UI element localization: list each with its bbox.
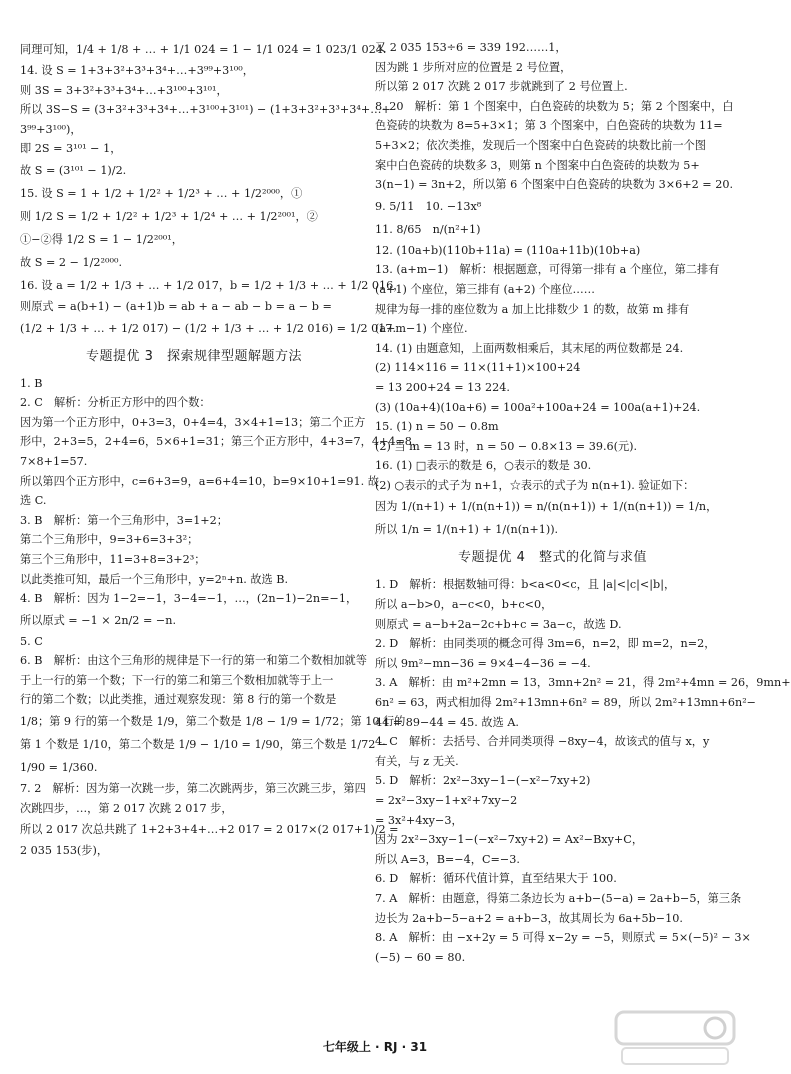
answer-line: 6. B 解析：由这个三角形的规律是下一行的第一和第二个数相加就等 xyxy=(20,654,367,668)
answer-line: 7×8+1=57. xyxy=(20,454,88,468)
answer-line: = 13 200+24 = 13 224. xyxy=(375,380,510,394)
answer-line: = 3x²+4xy−3， xyxy=(375,813,463,827)
answer-line: (1/2 + 1/3 + … + 1/2 017) − (1/2 + 1/3 + … + 1/2 016) = 1/2 017. xyxy=(20,321,397,335)
answer-line: (a+1) 个座位，第三排有 (a+2) 个座位…… xyxy=(375,282,595,296)
answer-line: 规律为每一排的座位数为 a 加上比排数少 1 的数，故第 m 排有 xyxy=(375,302,690,316)
answer-line: 2. D 解析：由同类项的概念可得 3m=6，n=2，即 m=2，n=2， xyxy=(375,637,716,651)
answer-line: 1/90 = 1/360. xyxy=(20,761,98,775)
answer-line: (2) 114×116 = 11×(11+1)×100+24 xyxy=(375,361,581,375)
answer-line: 故 S = 2 − 1/2²⁰⁰⁰. xyxy=(20,255,122,269)
answer-line: 13. (a+m−1) 解析：根据题意，可得第一排有 a 个座位，第二排有 xyxy=(375,263,720,277)
answer-line: 所以第四个正方形中，c=6+3=9，a=6+4=10，b=9×10+1=91. 故 xyxy=(20,474,379,488)
answer-line: 选 C. xyxy=(20,494,47,508)
answer-line: 8. A 解析：由 −x+2y = 5 可得 x−2y = −5，则原式 = 5×(−5)² − 3× xyxy=(375,931,751,945)
answer-line: 3⁹⁹+3¹⁰⁰)， xyxy=(20,122,82,136)
answer-line: 14. 设 S = 1+3+3²+3³+3⁴+…+3⁹⁹+3¹⁰⁰， xyxy=(20,64,254,77)
answer-line: 以此类推可知，最后一个三角形中，y=2ⁿ+n. 故选 B. xyxy=(20,572,289,586)
answer-line: 所以第 2 017 次跳 2 017 步就跳到了 2 号位置上. xyxy=(375,80,628,94)
answer-line: 3. B 解析：第一个三角形中，3=1+2； xyxy=(20,513,228,527)
answer-line: 4. C 解析：去括号、合并同类项得 −8xy−4，故该式的值与 x，y xyxy=(375,735,710,749)
answer-line: 所以 2 017 次总共跳了 1+2+3+4+…+2 017 = 2 017×(2 017+1)/2 = xyxy=(20,823,399,837)
answer-line: 所以 1/n = 1/(n+1) + 1/(n(n+1)). xyxy=(375,523,559,537)
answer-line: (a+m−1) 个座位. xyxy=(375,322,468,336)
answer-line: 边长为 2a+b−5−a+2 = a+b−3，故其周长为 6a+5b−10. xyxy=(375,911,683,925)
answer-line: 同理可知，1/4 + 1/8 + … + 1/1 024 = 1 − 1/1 024 = 1 023/1 024. xyxy=(20,43,387,56)
answer-line: 1. D 解析：根据数轴可得：b<a<0<c，且 |a|<|c|<|b|， xyxy=(375,578,676,592)
answer-line: 所以 3S−S = (3+3²+3³+3⁴+…+3¹⁰⁰+3¹⁰¹) − (1+3+3²+3³+3⁴+…+ xyxy=(20,103,391,117)
page-footer: 七年级上 · RJ · 31 xyxy=(322,1040,428,1054)
answer-line: 7. A 解析：由题意，得第二条边长为 a+b−(5−a) = 2a+b−5，第三条 xyxy=(375,891,742,905)
answer-line: 第三个三角形中，11=3+8=3+2³； xyxy=(20,552,206,566)
answer-line: (2) 当 m = 13 时，n = 50 − 0.8×13 = 39.6(元). xyxy=(375,439,638,453)
answer-line: 则 3S = 3+3²+3³+3⁴+…+3¹⁰⁰+3¹⁰¹， xyxy=(20,83,228,97)
section-heading: 专题提优 3 探索规律型题解题方法 xyxy=(86,348,302,364)
answer-line: 7. 2 解析：因为第一次跳一步，第二次跳两步，第三次跳三步，第四 xyxy=(20,782,366,796)
right-column xyxy=(375,38,791,967)
answer-line: 5. D 解析：2x²−3xy−1−(−x²−7xy+2) xyxy=(375,774,591,788)
answer-line: 11. 8/65 n/(n²+1) xyxy=(375,222,481,236)
answer-line: 行的第二个数；以此类推，通过观察发现：第 8 行的第一个数是 xyxy=(20,693,337,707)
answer-line: 6. D 解析：循环代值计算，直至结果大于 100. xyxy=(375,872,617,886)
answer-line: (2) ○表示的式子为 n+1，☆表示的式子为 n(n+1). 验证如下： xyxy=(375,478,695,492)
answer-line: 因为第一个正方形中，0+3=3，0+4=4，3×4+1=13；第二个正方 xyxy=(20,415,366,429)
answer-line: 所以原式 = −1 × 2n/2 = −n. xyxy=(20,613,177,627)
answer-line: 则 1/2 S = 1/2 + 1/2² + 1/2³ + 1/2⁴ + … + 1/2²⁰⁰¹，② xyxy=(20,209,318,223)
answer-line: 8. 20 解析：第 1 个图案中，白色瓷砖的块数为 5；第 2 个图案中，白 xyxy=(375,99,734,113)
answer-line: 所以 a−b>0，a−c<0，b+c<0， xyxy=(375,598,553,612)
answer-line: 5+3×2；依次类推，发现后一个图案中白色瓷砖的块数比前一个图 xyxy=(375,138,706,152)
answer-line: 形中，2+3=5，2+4=6，5×6+1=31；第三个正方形中，4+3=7，4+4=8， xyxy=(20,435,424,449)
answer-line: 3. A 解析：由 m²+2mn = 13，3mn+2n² = 21，得 2m²+4mn = 26，9mn+ xyxy=(375,676,791,690)
answer-line: 色瓷砖的块数为 8=5+3×1；第 3 个图案中，白色瓷砖的块数为 11= xyxy=(375,119,723,133)
answer-line: 有关，与 z 无关. xyxy=(375,754,459,768)
answer-line: 次跳四步，…，第 2 017 次跳 2 017 步， xyxy=(20,801,233,815)
answer-line: 16. (1) □表示的数是 6，○表示的数是 30. xyxy=(375,459,592,473)
answer-line: 6n² = 63，两式相加得 2m²+13mn+6n² = 89，所以 2m²+13mn+6n²− xyxy=(375,696,757,710)
answer-line: 所以 9m²−mn−36 = 9×4−4−36 = −4. xyxy=(375,656,591,670)
answer-line: 2. C 解析：分析正方形中的四个数： xyxy=(20,396,211,410)
answer-line: 12. (10a+b)(110b+11a) = (110a+11b)(10b+a) xyxy=(375,243,641,257)
answer-line: 第 1 个数是 1/10，第二个数是 1/9 − 1/10 = 1/90，第三个数是 1/72 − xyxy=(20,738,389,752)
answer-line: (3) (10a+4)(10a+6) = 100a²+100a+24 = 100a(a+1)+24. xyxy=(375,400,701,414)
answer-line: 第二个三角形中，9=3+6=3+3²； xyxy=(20,533,199,547)
answer-line: 即 2S = 3¹⁰¹ − 1， xyxy=(20,142,122,156)
answer-line: 5. C xyxy=(20,634,43,648)
answer-line: 因为 2x²−3xy−1−(−x²−7xy+2) = Ax²−Bxy+C， xyxy=(375,833,644,847)
answer-line: 故 S = (3¹⁰¹ − 1)/2. xyxy=(20,163,127,177)
answer-line: 4. B 解析：因为 1−2=−1，3−4=−1，…，(2n−1)−2n=−1， xyxy=(20,592,358,606)
answer-line: 16. 设 a = 1/2 + 1/3 + … + 1/2 017，b = 1/2 + 1/3 + … + 1/2 016， xyxy=(20,278,405,292)
answer-line: 案中白色瓷砖的块数多 3，则第 n 个图案中白色瓷砖的块数为 5+ xyxy=(375,158,700,172)
answer-line: 1. B xyxy=(20,376,43,390)
section-heading: 专题提优 4 整式的化简与求值 xyxy=(458,550,647,566)
answer-line: 2 035 153(步)， xyxy=(20,844,109,858)
answer-line: 44 = 89−44 = 45. 故选 A. xyxy=(375,715,519,729)
answer-line: ①−②得 1/2 S = 1 − 1/2²⁰⁰¹， xyxy=(20,232,183,246)
answer-line: 因为 1/(n+1) + 1/(n(n+1)) = n/(n(n+1)) + 1/(n(n+1)) = 1/n， xyxy=(375,500,718,514)
answer-line: 又 2 035 153÷6 = 339 192……1， xyxy=(375,41,567,54)
answer-line: 所以 A=3，B=−4，C=−3. xyxy=(375,852,520,866)
answer-line: 15. 设 S = 1 + 1/2 + 1/2² + 1/2³ + … + 1/2²⁰⁰⁰，① xyxy=(20,186,303,200)
watermark-logo-icon xyxy=(610,1008,740,1068)
answer-line: 则原式 = a(b+1) − (a+1)b = ab + a − ab − b = a − b = xyxy=(20,299,332,313)
answer-line: 于上一行的第一个数；下一行的第二和第三个数相加就等于上一 xyxy=(20,673,334,687)
answer-line: 14. (1) 由题意知，上面两数相乘后，其末尾的两位数都是 24. xyxy=(375,341,684,355)
answer-line: 9. 5/11 10. −13x⁸ xyxy=(375,199,482,213)
answer-line: = 2x²−3xy−1+x²+7xy−2 xyxy=(375,794,518,807)
answer-line: 因为跳 1 步所对应的位置是 2 号位置， xyxy=(375,60,572,74)
answer-line: 则原式 = a−b+2a−2c+b+c = 3a−c，故选 D. xyxy=(375,617,622,631)
answer-line: 3(n−1) = 3n+2，所以第 6 个图案中白色瓷砖的块数为 3×6+2 = 20. xyxy=(375,178,734,192)
answer-line: (−5) − 60 = 80. xyxy=(375,950,466,964)
answer-line: 1/8；第 9 行的第一个数是 1/9，第二个数是 1/8 − 1/9 = 1/72；第 10 行的 xyxy=(20,715,406,729)
answer-line: 15. (1) n = 50 − 0.8m xyxy=(375,420,499,434)
